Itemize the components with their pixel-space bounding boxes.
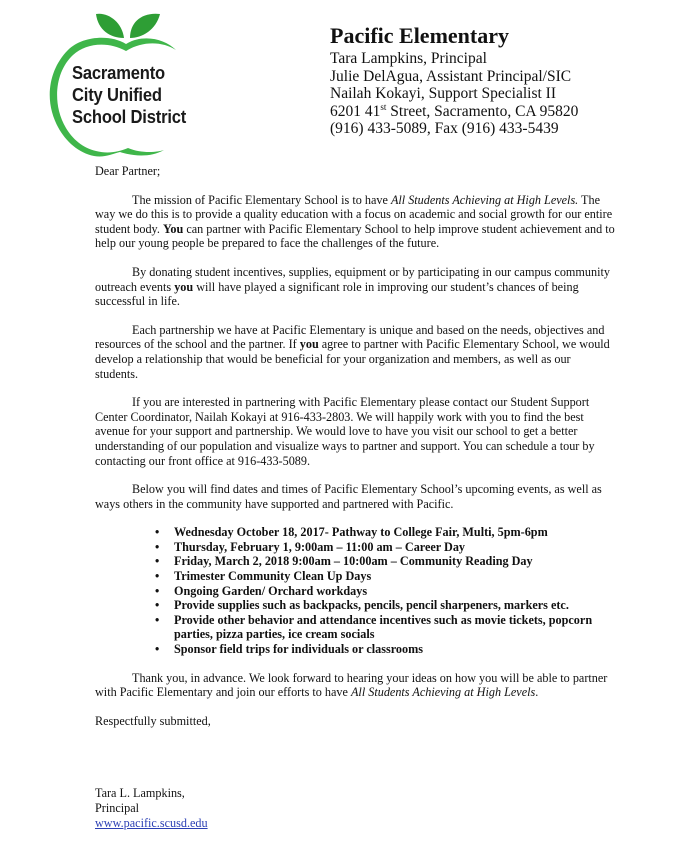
- assistant-principal-line: Julie DelAgua, Assistant Principal/SIC: [330, 67, 572, 85]
- list-item: • Provide supplies such as backpacks, pencils, pencil sharpeners, markers etc.: [155, 598, 615, 613]
- list-item: • Trimester Community Clean Up Days: [155, 569, 615, 584]
- greeting: Dear Partner;: [95, 164, 161, 178]
- list-item: • Ongoing Garden/ Orchard workdays: [155, 584, 615, 599]
- address-line: [330, 103, 660, 121]
- p6-text-b: .: [535, 685, 539, 700]
- website-link[interactable]: www.pacific.scusd.edu: [95, 815, 208, 830]
- partnership-paragraph: [95, 323, 615, 381]
- signature-block: [95, 786, 615, 830]
- p2-you: you: [174, 279, 194, 294]
- address-number: 6201 41: [330, 102, 381, 120]
- list-item: • Friday, March 2, 2018 9:00am – 10:00am – Community Reading Day: [155, 554, 615, 569]
- p2-text-b: will have played a significant role in improving our student’s chances of being successful in life.: [95, 279, 579, 309]
- district-line-3: School District: [72, 107, 187, 127]
- district-logo: [38, 8, 208, 158]
- school-header: [330, 23, 660, 138]
- address-street: Street, Sacramento, CA 95820: [386, 102, 579, 120]
- p6-motto: All Students Achieving at High Levels: [350, 685, 536, 700]
- p2-text-a: By donating student incentives, supplies, equipment or by participating in our campus community outreach events: [95, 264, 610, 294]
- school-name: Pacific Elementary: [330, 23, 509, 48]
- list-item: • Provide other behavior and attendance incentives such as movie tickets, popcorn parties, pizza parties, ice cream socials: [155, 613, 615, 642]
- donation-paragraph: [95, 265, 615, 309]
- list-item: • Sponsor field trips for individuals or classrooms: [155, 642, 615, 657]
- support-specialist-line: Nailah Kokayi, Support Specialist II: [330, 85, 556, 102]
- letter-body: [95, 164, 615, 830]
- phone-line: (916) 433-5089, Fax (916) 433-5439: [330, 120, 559, 137]
- p1-motto: All Students Achieving at High Levels.: [390, 192, 579, 207]
- closing: Respectfully submitted,: [95, 713, 211, 728]
- events-list: [95, 525, 615, 656]
- contact-paragraph: If you are interested in partnering with Pacific Elementary please contact our Student Support Center Coordinator, Nailah Kokayi at 916-433-2803. We will happily work with you to find the best avenue for your support and partnership. We would love to have you visit our school to get a better understanding of our population and visualize ways to partner and support. You can schedule a tour by contacting our front office at 916-433-5089.: [95, 395, 595, 468]
- mission-paragraph: [95, 193, 615, 251]
- events-intro-paragraph: Below you will find dates and times of Pacific Elementary School’s upcoming events, as well as ways others in the community have supported and partnered with Pacific.: [95, 482, 602, 511]
- thank-you-paragraph: [95, 671, 615, 700]
- p6-text-a: Thank you, in advance. We look forward to hearing your ideas on how you will be able to partner with Pacific Elementary and join our efforts to have: [95, 670, 608, 700]
- p1-text-b: The way we do this is to provide a quality education with a focus on academic and social growth for our entire student body.: [95, 192, 613, 236]
- address-ordinal: st: [380, 101, 387, 112]
- p1-text-c: can partner with Pacific Elementary School to help improve student achievement and to help our young people be prepared to face the challenges of the future.: [95, 221, 615, 251]
- p3-you: you: [299, 337, 319, 352]
- p1-you: You: [162, 221, 184, 236]
- district-line-2: City Unified: [72, 85, 162, 105]
- signer-title: Principal: [95, 801, 140, 815]
- list-item: • Thursday, February 1, 9:00am – 11:00 am – Career Day: [155, 540, 615, 555]
- district-name: [72, 62, 210, 128]
- p3-text-a: Each partnership we have at Pacific Elementary is unique and based on the needs, objectives and resources of the school and the partner. If: [95, 322, 605, 352]
- signer-name: Tara L. Lampkins,: [95, 786, 185, 801]
- p1-text-a: The mission of Pacific Elementary School is to have: [132, 192, 391, 207]
- p3-text-b: agree to partner with Pacific Elementary School, we would develop a relationship that would be beneficial for your organization and members, as well as our students.: [95, 337, 610, 381]
- list-item: • Wednesday October 18, 2017- Pathway to College Fair, Multi, 5pm-6pm: [155, 525, 615, 540]
- principal-line: Tara Lampkins, Principal: [330, 50, 487, 67]
- district-line-1: Sacramento: [72, 63, 165, 83]
